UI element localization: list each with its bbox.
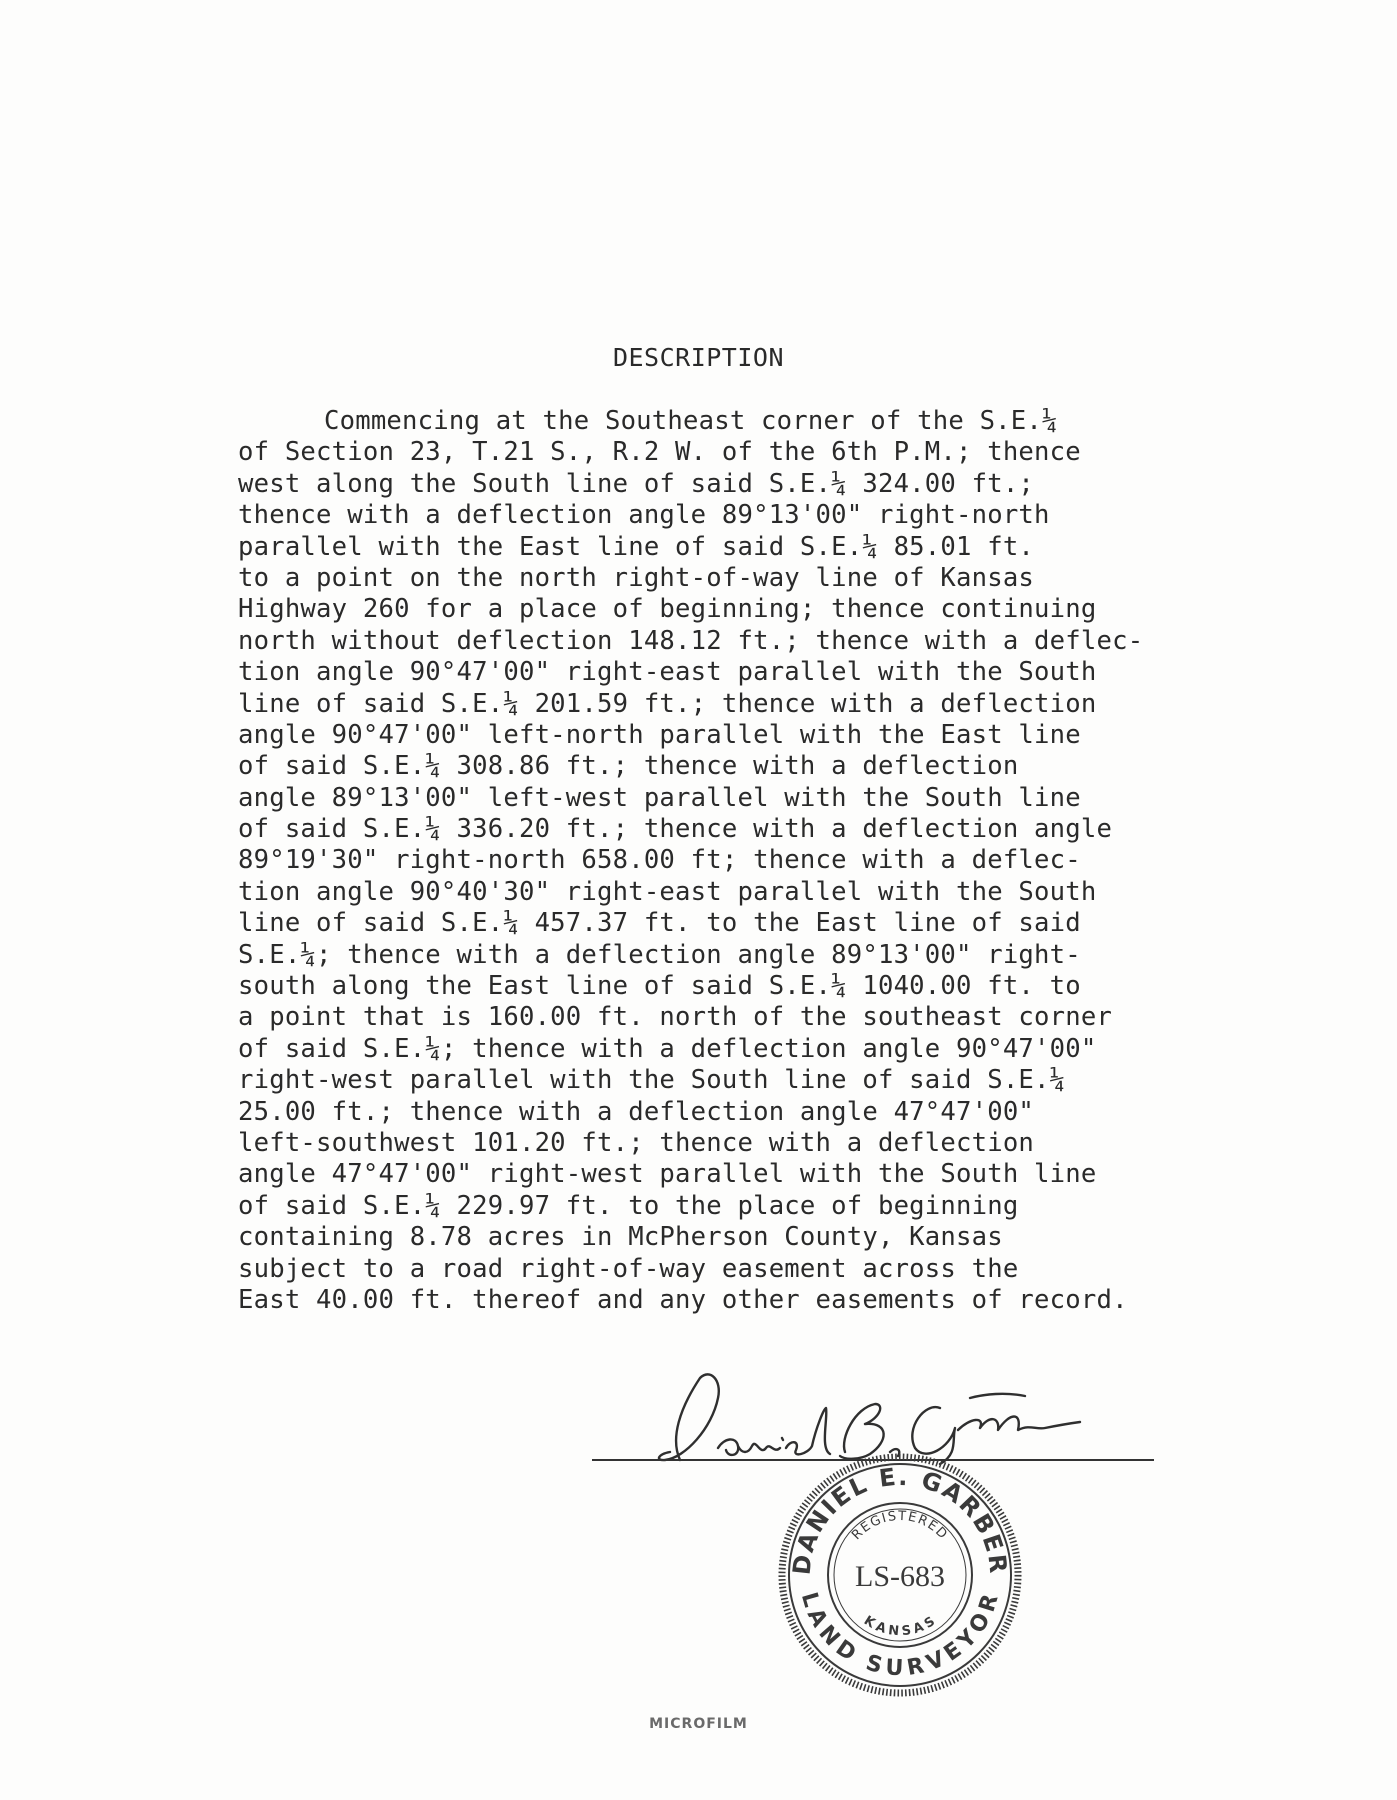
- description-line: angle 89°13'00" left-west parallel with the South line: [238, 782, 1081, 813]
- description-line: line of said S.E.¼ 201.59 ft.; thence with a deflection: [238, 688, 1097, 719]
- description-line: left-southwest 101.20 ft.; thence with a deflection: [238, 1127, 1035, 1158]
- description-line: tion angle 90°40'30" right-east parallel with the South: [238, 876, 1097, 907]
- description-line: Commencing at the Southeast corner of the S.E.¼: [324, 406, 1058, 436]
- microfilm-stamp: MICROFILM: [649, 1716, 748, 1732]
- seal-name: DANIEL E. GARBER: [787, 1462, 1013, 1577]
- description-line: of said S.E.¼; thence with a deflection angle 90°47'00": [238, 1033, 1097, 1064]
- description-line: north without deflection 148.12 ft.; thence with a deflec-: [238, 625, 1144, 656]
- description-line: 25.00 ft.; thence with a deflection angle 47°47'00": [238, 1096, 1035, 1127]
- description-line: parallel with the East line of said S.E.¼ 85.01 ft.: [238, 531, 1035, 562]
- description-line: angle 47°47'00" right-west parallel with the South line: [238, 1159, 1097, 1190]
- document-title: DESCRIPTION: [612, 343, 785, 372]
- description-line: of Section 23, T.21 S., R.2 W. of the 6th P.M.; thence: [238, 437, 1081, 468]
- description-body: [238, 406, 1238, 1316]
- description-line: a point that is 160.00 ft. north of the southeast corner: [238, 1002, 1113, 1033]
- description-line: of said S.E.¼ 336.20 ft.; thence with a deflection angle: [238, 814, 1113, 845]
- svg-text:REGISTERED: [849, 1509, 951, 1543]
- description-line: Highway 260 for a place of beginning; thence continuing: [238, 594, 1097, 625]
- description-line: subject to a road right-of-way easement across the: [238, 1253, 1019, 1284]
- surveyor-seal: [777, 1452, 1023, 1698]
- description-line: thence with a deflection angle 89°13'00" right-north: [238, 500, 1050, 531]
- description-line: East 40.00 ft. thereof and any other easements of record.: [238, 1284, 1128, 1315]
- seal-state: KANSAS: [861, 1613, 939, 1640]
- description-line: south along the East line of said S.E.¼ 1040.00 ft. to: [238, 971, 1081, 1002]
- seal-registered: REGISTERED: [849, 1508, 951, 1544]
- description-line: angle 90°47'00" left-north parallel with the East line: [238, 719, 1081, 750]
- description-line: tion angle 90°47'00" right-east parallel with the South: [238, 657, 1097, 688]
- description-line: line of said S.E.¼ 457.37 ft. to the East line of said: [238, 908, 1081, 939]
- signature-block: [580, 1360, 1180, 1690]
- seal-license: LS-683: [855, 1560, 945, 1593]
- description-line: S.E.¼; thence with a deflection angle 89°13'00" right-: [238, 939, 1081, 970]
- seal-profession: LAND SURVEYOR: [795, 1589, 1005, 1682]
- description-line: right-west parallel with the South line of said S.E.¼: [238, 1065, 1066, 1096]
- description-line: containing 8.78 acres in McPherson County, Kansas: [238, 1222, 1003, 1253]
- description-line: of said S.E.¼ 229.97 ft. to the place of beginning: [238, 1190, 1019, 1221]
- description-line: west along the South line of said S.E.¼ 324.00 ft.;: [238, 468, 1035, 499]
- description-line: of said S.E.¼ 308.86 ft.; thence with a deflection: [238, 751, 1019, 782]
- description-line: to a point on the north right-of-way line of Kansas: [238, 562, 1035, 593]
- description-line: 89°19'30" right-north 658.00 ft; thence with a deflec-: [238, 845, 1081, 876]
